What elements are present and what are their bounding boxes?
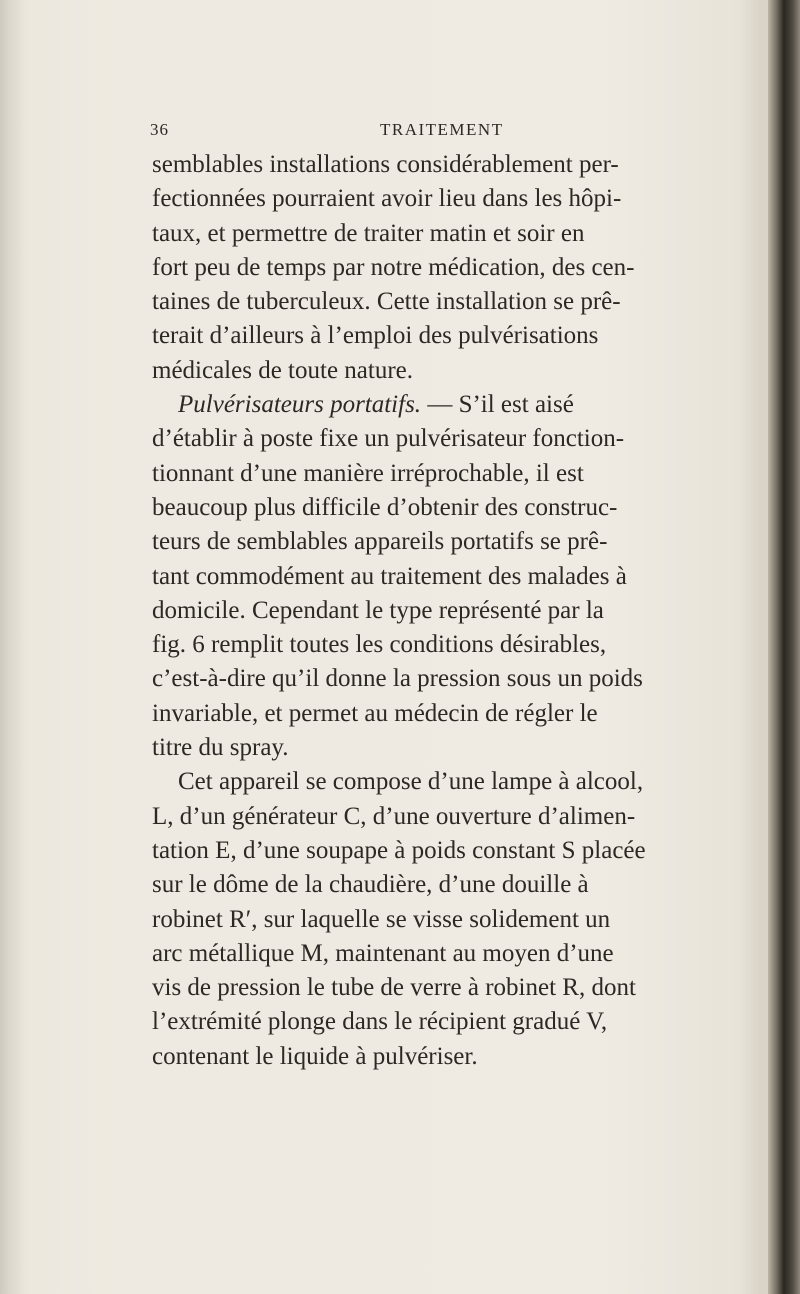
section-heading-rest: — S’il est aisé: [421, 391, 574, 419]
text-line: semblables installations considérablement per-: [152, 151, 619, 178]
text-line: taines de tuberculeux. Cette installation se prê-: [152, 288, 621, 316]
text-line: teurs de semblables appareils portatifs se prê-: [152, 528, 608, 556]
text-line: médicales de toute nature.: [152, 356, 413, 384]
text-line: terait d’ailleurs à l’emploi des pulvérisations: [152, 322, 599, 350]
text-line: arc métallique M, maintenant au moyen d’une: [152, 939, 614, 967]
text-line: beaucoup plus difficile d’obtenir des construc-: [152, 493, 618, 521]
text-line: c’est-à-dire qu’il donne la pression sous un poids: [152, 665, 643, 693]
text-line-section-start: [152, 388, 712, 422]
running-head: [150, 120, 640, 144]
section-heading-italic: Pulvérisateurs portatifs.: [178, 391, 422, 419]
text-line: contenant le liquide à pulvériser.: [152, 1042, 478, 1070]
text-line: l’extrémité plonge dans le récipient gradué V,: [152, 1008, 608, 1036]
text-line: taux, et permettre de traiter matin et soir en: [152, 219, 585, 247]
text-line: tation E, d’une soupape à poids constant S placée: [152, 836, 646, 864]
text-line: robinet R′, sur laquelle se visse solidement un: [152, 905, 611, 933]
text-line: fectionnées pourraient avoir lieu dans les hôpi-: [152, 185, 622, 213]
text-line-paragraph-start: Cet appareil se compose d’une lampe à alcool,: [178, 768, 644, 796]
text-line: invariable, et permet au médecin de régler le: [152, 699, 598, 727]
page-binding-edge: [768, 0, 800, 1294]
text-line: L, d’un générateur C, d’une ouverture d’alimen-: [152, 802, 636, 830]
page-left-edge-shadow: [0, 0, 24, 1294]
text-line: tant commodément au traitement des malades à: [152, 562, 627, 590]
text-line: domicile. Cependant le type représenté par la: [152, 596, 604, 624]
page-number: 36: [150, 120, 169, 139]
body-text: [152, 148, 712, 1074]
text-line: sur le dôme de la chaudière, d’une douille à: [152, 871, 589, 899]
text-line: d’établir à poste fixe un pulvérisateur fonction-: [152, 425, 625, 453]
text-line: fig. 6 remplit toutes les conditions désirables,: [152, 631, 607, 659]
text-line: vis de pression le tube de verre à robinet R, dont: [152, 974, 636, 1002]
page-heading: TRAITEMENT: [380, 120, 504, 139]
text-line: fort peu de temps par notre médication, des cen-: [152, 253, 635, 281]
text-line: tionnant d’une manière irréprochable, il est: [152, 459, 584, 487]
text-line: titre du spray.: [152, 734, 289, 762]
